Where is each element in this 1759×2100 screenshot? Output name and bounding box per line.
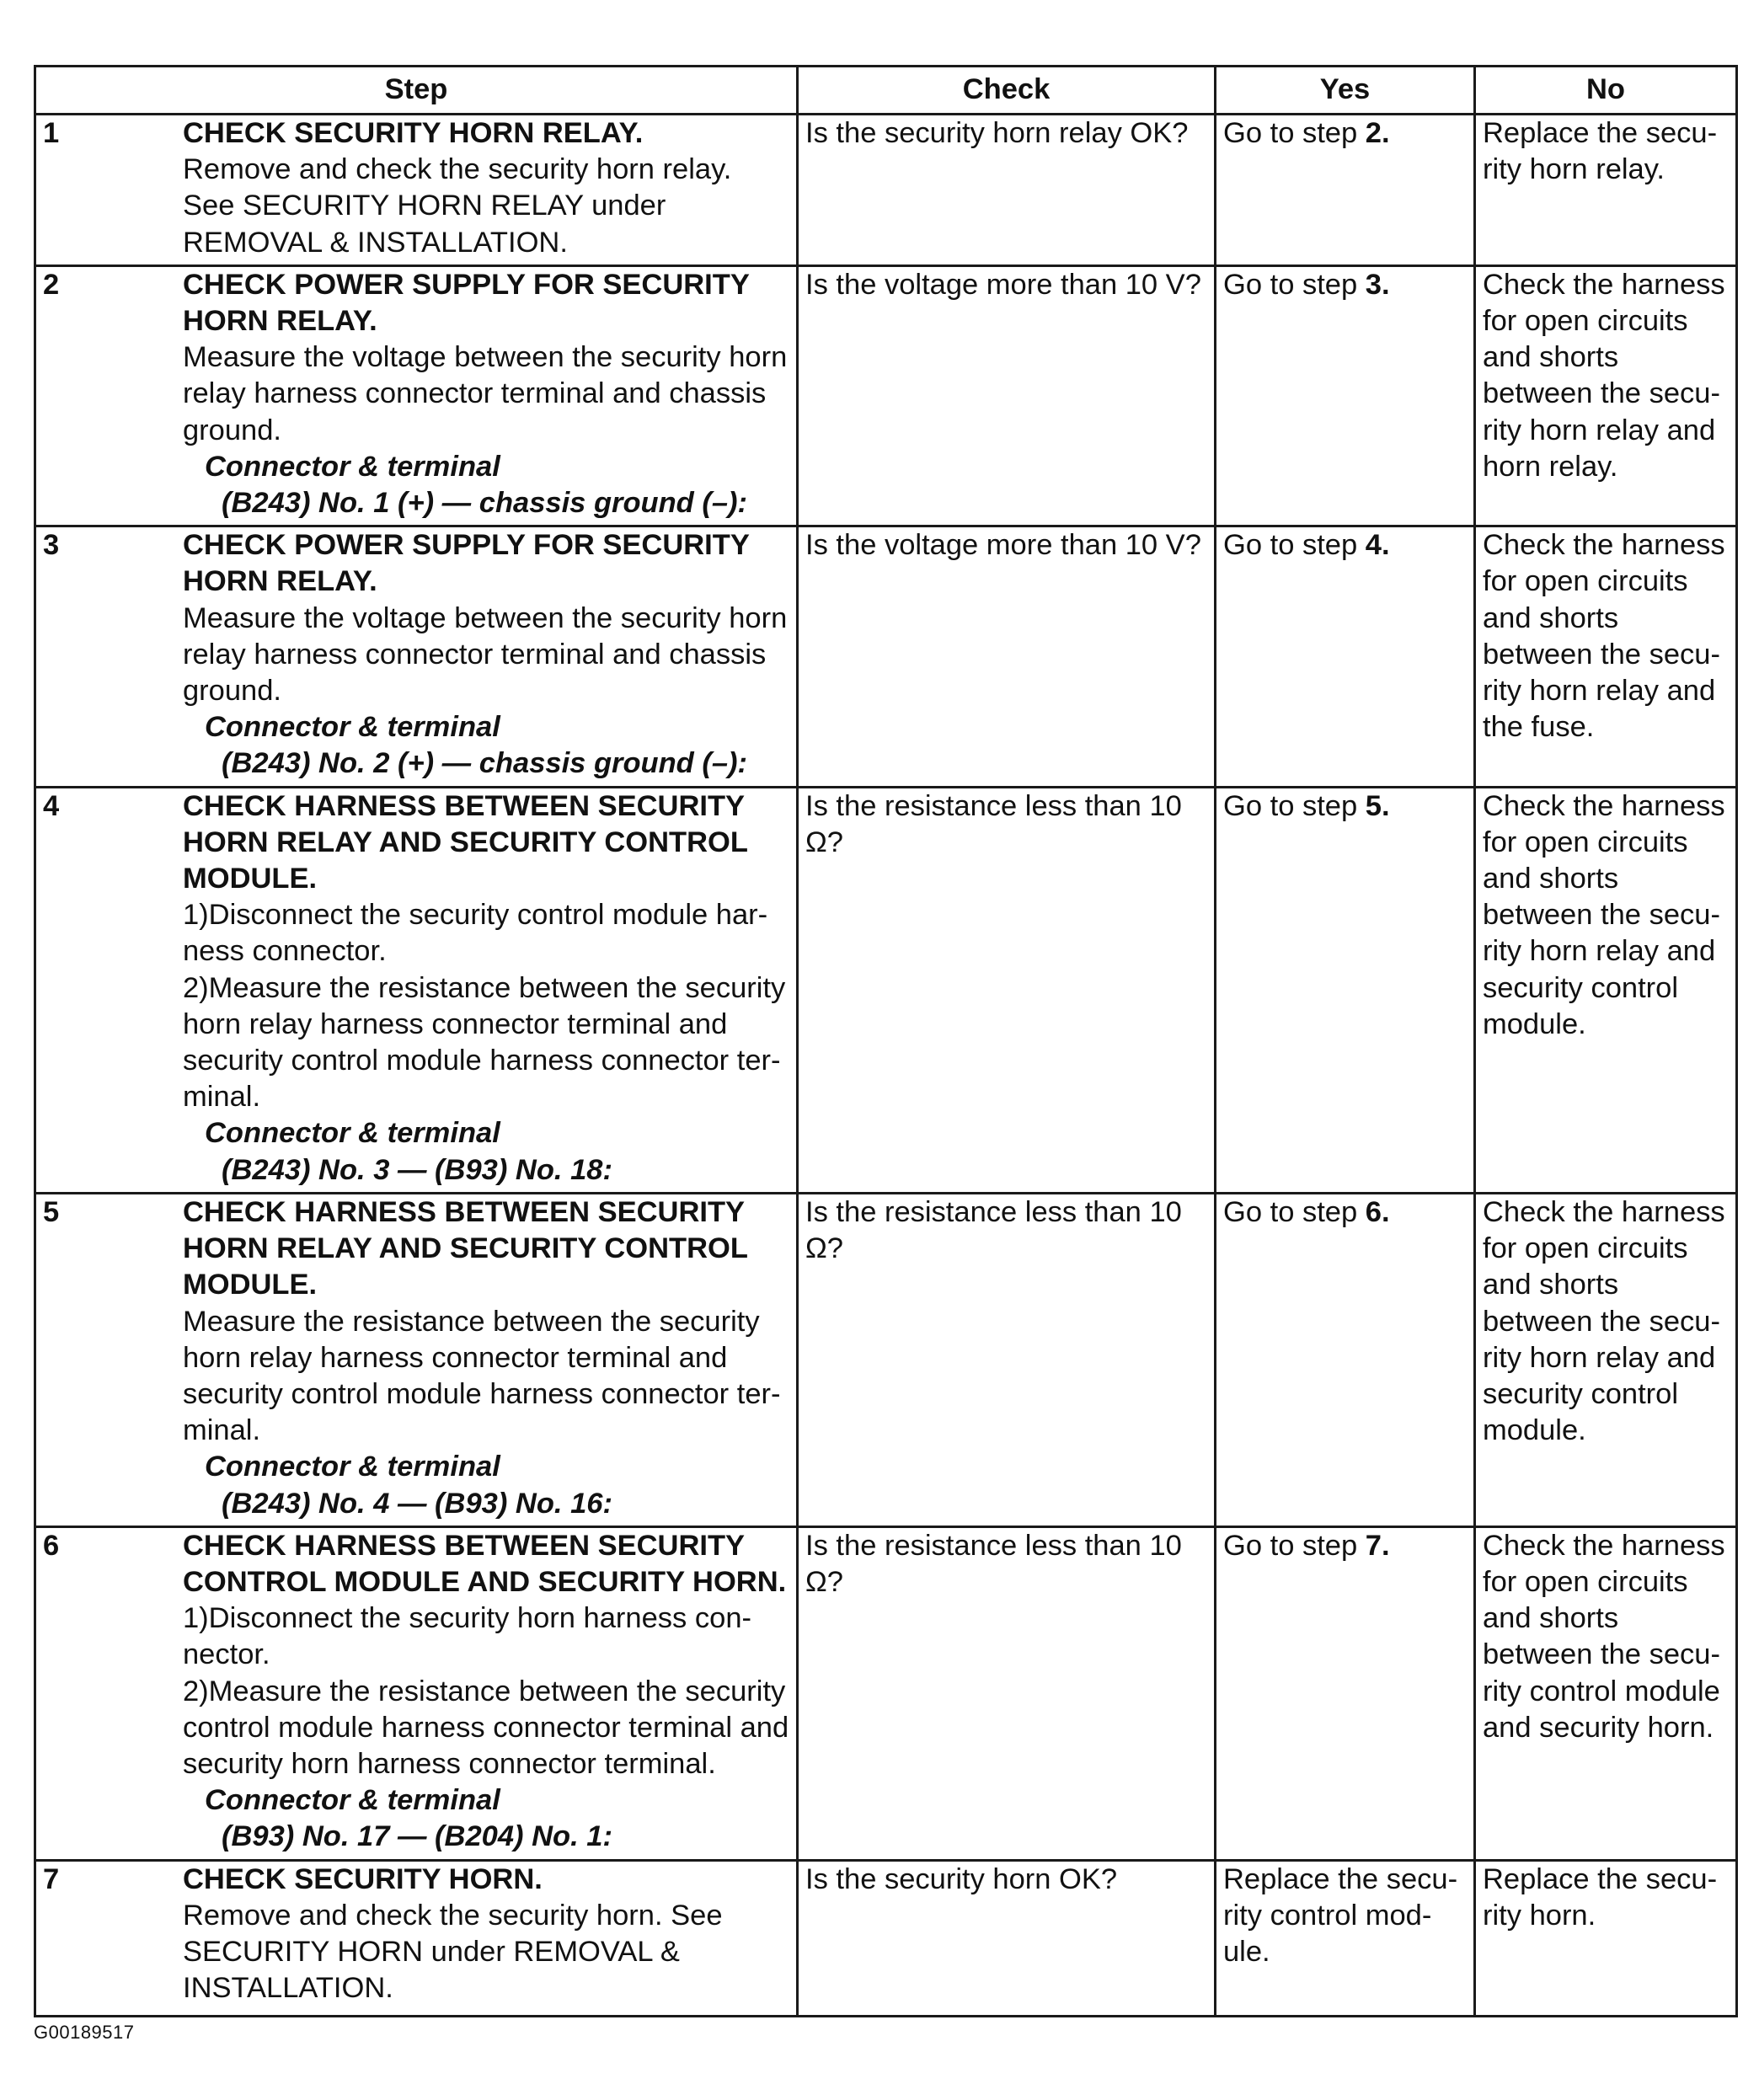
no-cell: Check the harness for open circuits and shorts between the secu-rity horn relay and the fuse. [1475, 526, 1737, 787]
yes-action: Replace the secu-rity control mod-ule. [1223, 1862, 1458, 1968]
table-row [35, 115, 1737, 266]
connector-terminal-spec: (B243) No. 3 — (B93) No. 18: [222, 1153, 612, 1186]
yes-cell [1216, 1193, 1475, 1526]
table-row [35, 265, 1737, 526]
yes-cell [1216, 526, 1475, 787]
step-cell [35, 265, 798, 526]
step-title: CHECK HARNESS BETWEEN SECURITY CONTROL MODULE AND SECURITY HORN. [183, 1529, 787, 1598]
step-cell [35, 787, 798, 1193]
yes-step-number: 2. [1365, 117, 1390, 149]
step-instruction: 2)Measure the resistance between the security control module harness connector terminal and security horn harness connector terminal. [183, 1675, 789, 1780]
step-cell [35, 1193, 798, 1526]
yes-step-number: 7. [1365, 1529, 1390, 1562]
no-cell: Replace the secu-rity horn relay. [1475, 115, 1737, 266]
yes-action: Go to step [1223, 117, 1358, 149]
connector-terminal-spec: (B243) No. 4 — (B93) No. 16: [222, 1487, 612, 1520]
yes-step-number: 4. [1365, 529, 1390, 562]
header-no: No [1475, 67, 1737, 115]
step-instruction: 2)Measure the resistance between the security horn relay harness connector terminal and security control module harness connector ter-minal. [183, 971, 786, 1114]
connector-label: Connector & terminal [205, 450, 500, 483]
no-cell: Replace the secu-rity horn. [1475, 1860, 1737, 2016]
step-instruction: Remove and check the security horn relay. [183, 153, 732, 186]
check-cell: Is the voltage more than 10 V? [798, 526, 1216, 787]
yes-action: Go to step [1223, 789, 1358, 822]
table-header-row [35, 67, 1737, 115]
step-title: CHECK POWER SUPPLY FOR SECURITY HORN RELAY. [183, 529, 750, 598]
step-body [183, 267, 789, 521]
yes-cell [1216, 1526, 1475, 1860]
connector-label: Connector & terminal [205, 1451, 500, 1483]
step-cell [35, 1526, 798, 1860]
yes-step-number: 3. [1365, 268, 1390, 301]
check-cell: Is the resistance less than 10 Ω? [798, 1193, 1216, 1526]
no-cell: Check the harness for open circuits and shorts between the secu-rity horn relay and security control module. [1475, 1193, 1737, 1526]
yes-cell [1216, 115, 1475, 266]
step-title: CHECK HARNESS BETWEEN SECURITY HORN RELAY AND SECURITY CONTROL MODULE. [183, 1195, 748, 1301]
step-instruction: Remove and check the security horn. See SECURITY HORN under REMOVAL & INSTALLATION. [183, 1899, 723, 2005]
header-yes: Yes [1216, 67, 1475, 115]
yes-action: Go to step [1223, 268, 1358, 301]
connector-terminal-spec: (B243) No. 2 (+) — chassis ground (–): [222, 747, 747, 780]
yes-step-number: 6. [1365, 1195, 1390, 1228]
no-cell: Check the harness for open circuits and shorts between the secu-rity horn relay and security control module. [1475, 787, 1737, 1193]
header-check: Check [798, 67, 1216, 115]
table-row [35, 526, 1737, 787]
step-title: CHECK SECURITY HORN. [183, 1862, 543, 1895]
header-step: Step [35, 67, 798, 115]
no-cell: Check the harness for open circuits and shorts between the secu-rity control module and security horn. [1475, 1526, 1737, 1860]
yes-action: Go to step [1223, 1195, 1358, 1228]
check-cell: Is the voltage more than 10 V? [798, 265, 1216, 526]
connector-terminal-spec: (B93) No. 17 — (B204) No. 1: [222, 1820, 612, 1853]
step-title: CHECK SECURITY HORN RELAY. [183, 117, 644, 149]
table-row [35, 787, 1737, 1193]
yes-cell [1216, 1860, 1475, 2016]
step-cell [35, 526, 798, 787]
diagnostic-table [34, 65, 1738, 2017]
step-instruction: 1)Disconnect the security control module har-ness connector. [183, 899, 768, 968]
check-cell: Is the resistance less than 10 Ω? [798, 787, 1216, 1193]
step-title: CHECK HARNESS BETWEEN SECURITY HORN RELAY AND SECURITY CONTROL MODULE. [183, 789, 748, 895]
table-row [35, 1526, 1737, 1860]
step-instruction: Measure the voltage between the security horn relay harness connector terminal and chassis ground. [183, 341, 788, 446]
check-cell: Is the security horn OK? [798, 1860, 1216, 2016]
table-body [35, 115, 1737, 2017]
yes-cell [1216, 787, 1475, 1193]
yes-cell [1216, 265, 1475, 526]
troubleshooting-sheet [34, 65, 1735, 2017]
table-row [35, 1860, 1737, 2016]
step-number: 3 [43, 529, 60, 562]
step-instruction: Measure the voltage between the security horn relay harness connector terminal and chassis ground. [183, 601, 788, 708]
step-number: 2 [43, 268, 60, 301]
step-body [183, 788, 789, 1189]
step-instruction: REMOVAL & INSTALLATION. [183, 226, 568, 259]
step-number: 4 [43, 789, 60, 822]
yes-action: Go to step [1223, 1529, 1358, 1562]
connector-label: Connector & terminal [205, 711, 500, 744]
step-instruction: See SECURITY HORN RELAY under [183, 190, 666, 222]
connector-label: Connector & terminal [205, 1117, 500, 1150]
step-body [183, 1528, 789, 1856]
step-number: 6 [43, 1529, 60, 1562]
step-number: 5 [43, 1195, 60, 1228]
step-cell [35, 1860, 798, 2016]
yes-action: Go to step [1223, 529, 1358, 562]
step-instruction: 1)Disconnect the security horn harness con-nector. [183, 1602, 751, 1671]
step-body [183, 1194, 789, 1522]
table-row [35, 1193, 1737, 1526]
no-cell: Check the harness for open circuits and shorts between the secu-rity horn relay and horn relay. [1475, 265, 1737, 526]
figure-code: G00189517 [34, 2022, 135, 2043]
step-title: CHECK POWER SUPPLY FOR SECURITY HORN RELAY. [183, 268, 750, 338]
step-number: 7 [43, 1862, 60, 1895]
step-instruction: Measure the resistance between the security horn relay harness connector terminal and security control module harness connector ter-minal. [183, 1305, 781, 1447]
connector-label: Connector & terminal [205, 1784, 500, 1817]
step-cell [35, 115, 798, 266]
connector-terminal-spec: (B243) No. 1 (+) — chassis ground (–): [222, 487, 747, 520]
check-cell: Is the security horn relay OK? [798, 115, 1216, 266]
step-body [183, 527, 789, 782]
step-body [183, 115, 789, 261]
check-cell: Is the resistance less than 10 Ω? [798, 1526, 1216, 1860]
step-number: 1 [43, 117, 60, 149]
step-body [183, 1862, 789, 2007]
yes-step-number: 5. [1365, 789, 1390, 822]
